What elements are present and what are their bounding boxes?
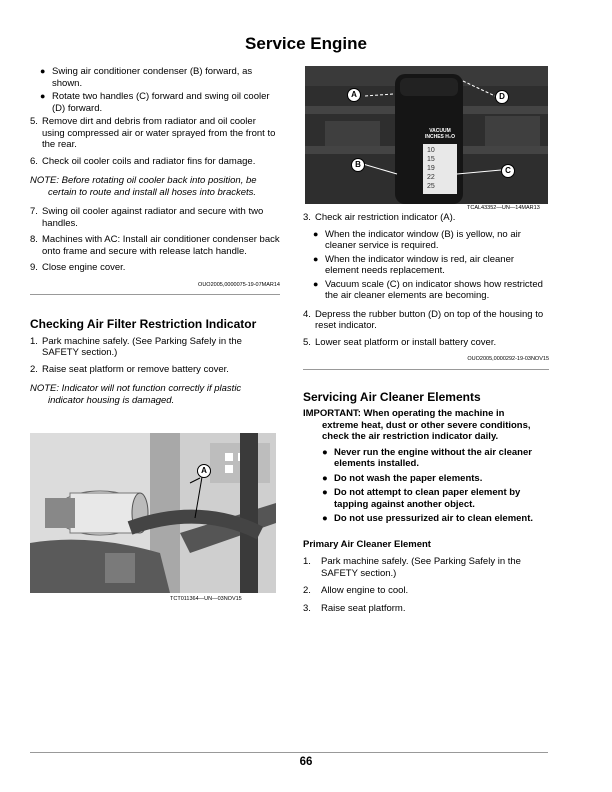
- step-number: 3.: [303, 602, 311, 614]
- step-number: 1.: [30, 335, 38, 347]
- scale-tick: 25: [427, 183, 435, 190]
- step-item: [30, 364, 280, 376]
- image-caption: TCT011364—UN—03NOV15: [170, 596, 242, 602]
- indicator-label: VACUUM INCHES H₂O: [424, 128, 455, 140]
- step-number: 2.: [303, 585, 311, 596]
- step-text: Allow engine to cool.: [321, 585, 409, 596]
- step-text: Check oil cooler coils and radiator fins for damage.: [42, 155, 256, 167]
- step-text: Raise seat platform or remove battery cover.: [42, 363, 229, 375]
- step-item: [303, 603, 549, 615]
- step-text: Raise seat platform.: [321, 602, 406, 614]
- note-line: certain to route and install all hoses into brackets.: [48, 186, 257, 198]
- step-number: 5.: [303, 336, 311, 348]
- scale-tick: 15: [427, 156, 435, 163]
- step-number: 1.: [303, 556, 311, 567]
- step-item: [303, 556, 549, 579]
- step-item: [30, 156, 280, 168]
- scale-tick: 22: [427, 174, 435, 181]
- subsection-title: Primary Air Cleaner Element: [303, 538, 431, 550]
- bullet-icon: ●: [322, 513, 328, 524]
- step-number: 8.: [30, 234, 38, 245]
- list-item: [313, 229, 549, 252]
- restriction-indicator-photo: [305, 66, 548, 204]
- step-item: [303, 212, 549, 224]
- step-text: Check air restriction indicator (A).: [315, 212, 456, 223]
- step-item: [303, 337, 549, 349]
- callout-label: C: [501, 164, 515, 178]
- step-item: [30, 336, 280, 359]
- step-number: 6.: [30, 155, 38, 167]
- step-item: [303, 585, 549, 597]
- image-caption: TCAL43352—UN—14MAR13: [467, 205, 540, 211]
- list-item: [313, 279, 549, 302]
- engine-photo: [30, 433, 276, 593]
- scale-tick: 19: [427, 165, 435, 172]
- important-line: IMPORTANT: When operating the machine in: [303, 408, 505, 419]
- step-text: Depress the rubber button (D) on top of the housing to reset indicator.: [315, 308, 544, 331]
- step-number: 4.: [303, 308, 311, 320]
- step-text: Park machine safely. (See Parking Safely in the SAFETY section.): [321, 556, 521, 579]
- bullet-text: When the indicator window is red, air cleaner element needs replacement.: [325, 253, 515, 276]
- bullet-text: Rotate two handles (C) forward and swing oil cooler (D) forward.: [52, 91, 270, 114]
- list-item: [322, 447, 549, 470]
- step-text: Close engine cover.: [42, 262, 126, 273]
- bullet-icon: ●: [322, 472, 328, 484]
- footer-divider: [30, 752, 548, 753]
- list-item: [322, 513, 549, 525]
- list-item: [322, 473, 549, 485]
- bullet-icon: ●: [313, 253, 319, 264]
- note-line: NOTE: Indicator will not function correctly if plastic: [30, 383, 242, 394]
- step-number: 7.: [30, 206, 38, 217]
- list-item: [313, 254, 549, 277]
- step-text: Remove dirt and debris from radiator and oil cooler using compressed air or water sprayed from the front to the rear.: [42, 116, 276, 150]
- step-item: [30, 234, 280, 257]
- step-number: 3.: [303, 212, 311, 223]
- bullet-text: Vacuum scale (C) on indicator shows how restricted the air cleaner elements are becoming.: [325, 278, 543, 301]
- section-title: Servicing Air Cleaner Elements: [303, 389, 481, 404]
- callout-label: D: [495, 90, 509, 104]
- step-text: Machines with AC: Install air conditioner condenser back onto frame and secure with release latch handle.: [42, 234, 280, 257]
- note-indicator: [30, 383, 280, 406]
- note-oil-cooler: [30, 175, 280, 198]
- section-title: Checking Air Filter Restriction Indicator: [30, 317, 257, 331]
- reference-code: OUO2005,0000292-19-03NOV15: [303, 354, 549, 370]
- step-number: 9.: [30, 262, 38, 273]
- page-number: 66: [299, 756, 313, 768]
- bullet-text: Never run the engine without the air cleaner elements installed.: [334, 446, 532, 469]
- step-number: 5.: [30, 116, 38, 127]
- list-item: [40, 66, 280, 89]
- step-item: [30, 262, 280, 274]
- step-item: [30, 206, 280, 229]
- step-text: Lower seat platform or install battery cover.: [315, 336, 497, 348]
- scale-tick: 10: [427, 147, 435, 154]
- bullet-text: Do not attempt to clean paper element by tapping against another object.: [334, 487, 521, 510]
- reference-code: OUO2005,0000075-19-07MAR14: [30, 280, 280, 296]
- bullet-icon: ●: [313, 278, 319, 289]
- bullet-icon: ●: [40, 66, 46, 76]
- page-title: Service Engine: [245, 34, 367, 53]
- important-line: extreme heat, dust or other severe conditions, check the air restriction indicator daily.: [322, 419, 531, 442]
- left-column: [30, 66, 280, 414]
- bullet-icon: ●: [322, 446, 328, 458]
- step-number: 2.: [30, 363, 38, 375]
- note-line: NOTE: Before rotating oil cooler back into position, be: [30, 175, 257, 186]
- bullet-icon: ●: [313, 228, 319, 239]
- step-item: [303, 309, 549, 332]
- important-notice: [303, 408, 549, 443]
- bullet-icon: ●: [322, 487, 328, 498]
- callout-label: A: [347, 88, 361, 102]
- step-item: [30, 116, 280, 151]
- bullet-text: Swing air conditioner condenser (B) forward, as shown.: [52, 66, 253, 89]
- bullet-text: When the indicator window (B) is yellow, no air cleaner service is required.: [325, 228, 521, 251]
- callout-label: A: [197, 464, 211, 478]
- right-column: [303, 212, 549, 620]
- bullet-icon: ●: [40, 91, 46, 101]
- callout-label: B: [351, 158, 365, 172]
- bullet-text: Do not wash the paper elements.: [334, 472, 483, 484]
- list-item: [322, 487, 549, 510]
- step-text: Swing oil cooler against radiator and secure with two handles.: [42, 206, 264, 229]
- note-line: indicator housing is damaged.: [48, 394, 175, 406]
- bullet-text: Do not use pressurized air to clean element.: [334, 513, 534, 524]
- list-item: [40, 91, 280, 114]
- indicator-scale: [427, 146, 441, 191]
- step-text: Park machine safely. (See Parking Safely in the SAFETY section.): [42, 335, 242, 358]
